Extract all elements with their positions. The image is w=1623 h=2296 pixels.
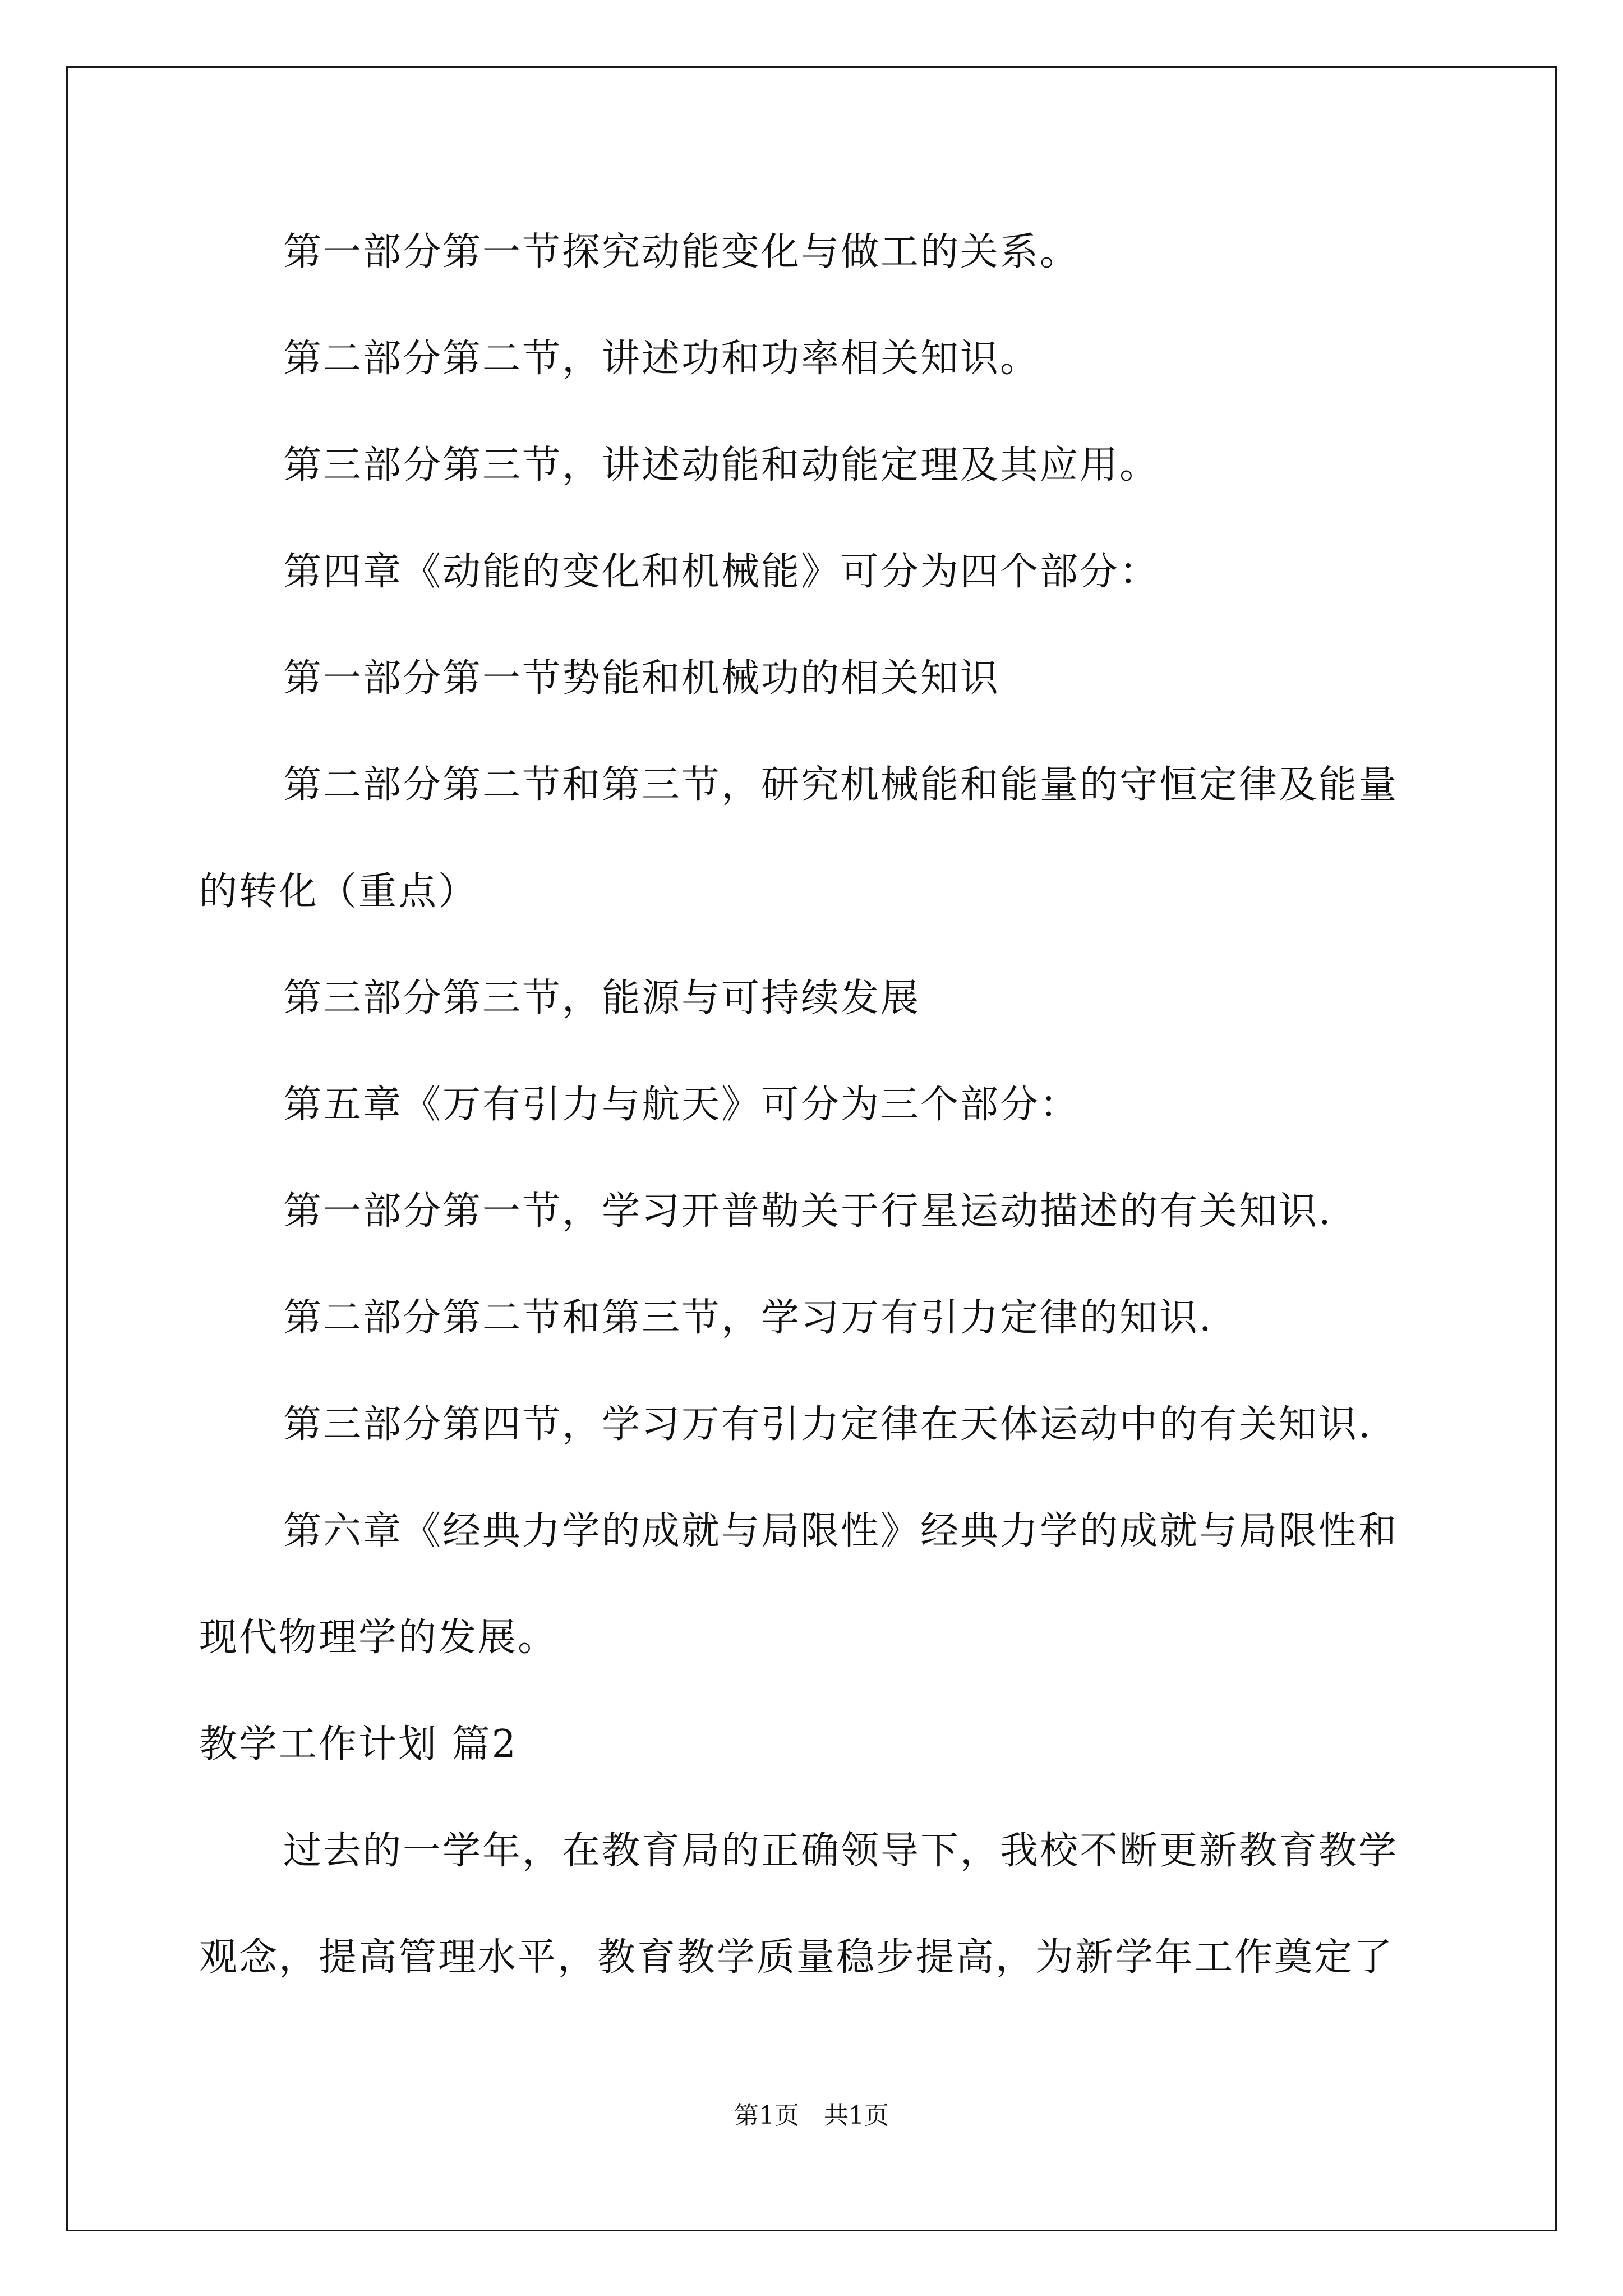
paragraph-4: 第四章《动能的变化和机械能》可分为四个部分：	[283, 550, 1160, 594]
document-body	[199, 199, 1422, 2011]
paragraph-1: 第一部分第一节探究动能变化与做工的关系。	[283, 230, 1080, 274]
paragraph-2: 第二部分第二节，讲述功和功率相关知识。	[283, 337, 1040, 381]
paragraph-7: 第三部分第三节，能源与可持续发展	[283, 976, 921, 1020]
paragraph-11: 第三部分第四节，学习万有引力定律在天体运动中的有关知识.	[283, 1402, 1372, 1447]
paragraph-6: 第二部分第二节和第三节，研究机械能和能量的守恒定律及能量的转化（重点）	[199, 763, 1399, 914]
paragraph-12: 第六章《经典力学的成就与局限性》经典力学的成就与局限性和现代物理学的发展。	[199, 1509, 1399, 1660]
paragraph-10: 第二部分第二节和第三节，学习万有引力定律的知识.	[283, 1296, 1213, 1340]
section-heading: 教学工作计划 篇2	[199, 1722, 518, 1766]
paragraph-8: 第五章《万有引力与航天》可分为三个部分：	[283, 1083, 1080, 1127]
section-paragraph: 过去的一学年，在教育局的正确领导下，我校不断更新教育教学观念，提高管理水平，教育教学质量稳步提高，为新学年工作奠定了	[199, 1829, 1399, 1980]
paragraph-9: 第一部分第一节，学习开普勒关于行星运动描述的有关知识.	[283, 1189, 1332, 1234]
paragraph-5: 第一部分第一节势能和机械功的相关知识	[283, 656, 1000, 701]
page-footer: 第1页 共1页	[734, 2101, 889, 2130]
paragraph-3: 第三部分第三节，讲述动能和动能定理及其应用。	[283, 443, 1160, 487]
